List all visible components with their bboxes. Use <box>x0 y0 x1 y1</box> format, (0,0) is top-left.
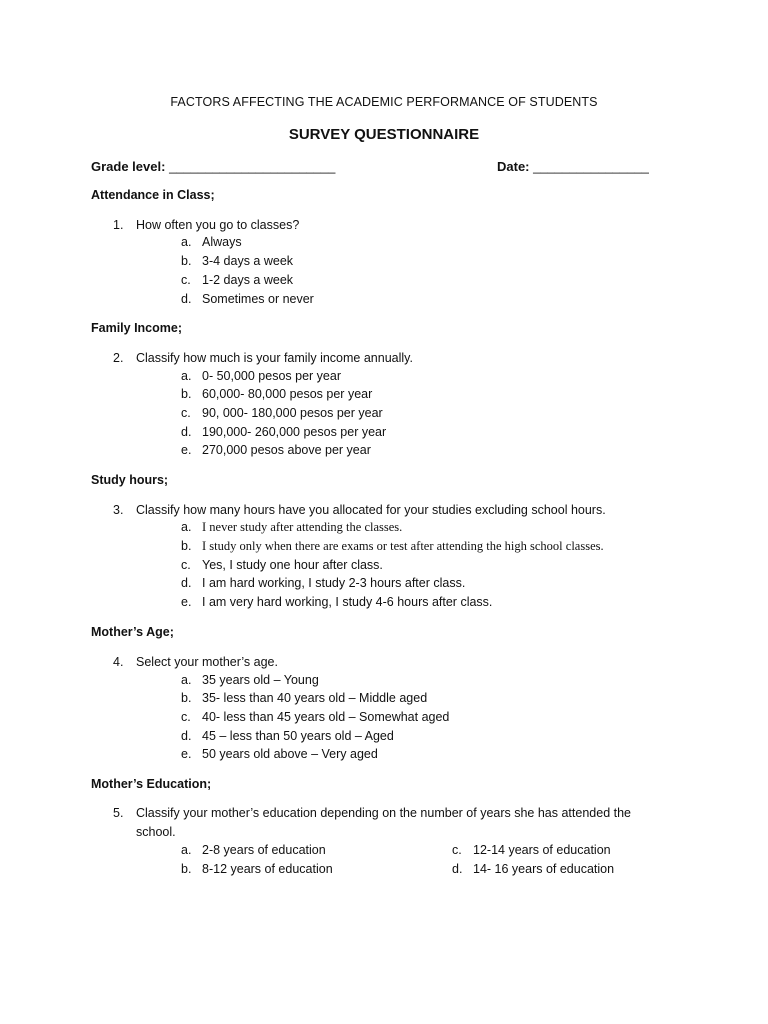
option-letter: b. <box>181 539 192 553</box>
option-text: Sometimes or never <box>202 292 314 306</box>
question-number: 1. <box>113 218 124 232</box>
section-heading-mothers-education: Mother’s Education; <box>91 777 212 791</box>
question-number: 4. <box>113 655 124 669</box>
option-letter: d. <box>181 425 192 439</box>
date-blank: ________________ <box>533 159 649 174</box>
question-text: Classify how many hours have you allocated for your studies excluding school hours. <box>136 503 606 517</box>
question-text: Classify your mother’s education depending on the number of years she has attended the school. <box>136 806 631 839</box>
question-number: 5. <box>113 806 124 820</box>
option-letter: b. <box>181 691 192 705</box>
option-text: Always <box>202 235 242 249</box>
survey-heading: SURVEY QUESTIONNAIRE <box>288 126 480 143</box>
option-text: 35- less than 40 years old – Middle aged <box>202 691 428 705</box>
option-text: 45 – less than 50 years old – Aged <box>202 729 394 743</box>
option-text: I am hard working, I study 2-3 hours after class. <box>202 576 466 590</box>
option-text: 1-2 days a week <box>202 273 294 287</box>
question-5 <box>113 804 643 842</box>
option-text: Yes, I study one hour after class. <box>202 558 383 572</box>
option-text: 270,000 pesos above per year <box>202 443 371 457</box>
option-text: 50 years old above – Very aged <box>202 747 378 761</box>
question-number: 3. <box>113 503 124 517</box>
option-2b <box>181 387 372 401</box>
option-letter: e. <box>181 443 192 457</box>
option-letter: b. <box>181 387 192 401</box>
option-text: 190,000- 260,000 pesos per year <box>202 425 387 439</box>
option-letter: e. <box>181 595 192 609</box>
question-text: Select your mother’s age. <box>136 655 278 669</box>
option-letter: a. <box>181 673 192 687</box>
option-4c <box>181 710 449 724</box>
option-3d <box>181 576 465 590</box>
option-4e <box>181 747 378 761</box>
option-letter: d. <box>452 862 463 876</box>
option-5d <box>452 862 614 876</box>
option-letter: b. <box>181 254 192 268</box>
option-letter: b. <box>181 862 192 876</box>
option-text: 35 years old – Young <box>202 673 319 687</box>
grade-level-field <box>91 159 335 174</box>
option-letter: a. <box>181 235 192 249</box>
option-text: 14- 16 years of education <box>473 862 615 876</box>
option-letter: e. <box>181 747 192 761</box>
option-5c <box>452 843 611 857</box>
option-letter: a. <box>181 843 192 857</box>
option-letter: c. <box>181 273 191 287</box>
question-1 <box>113 216 653 235</box>
option-1b <box>181 254 293 268</box>
date-label: Date: <box>497 159 530 174</box>
grade-level-label: Grade level: <box>91 159 166 174</box>
option-3e <box>181 595 492 609</box>
option-1c <box>181 273 293 287</box>
option-3a <box>181 520 402 535</box>
option-letter: c. <box>181 558 191 572</box>
document-title: FACTORS AFFECTING THE ACADEMIC PERFORMANCE OF STUDENTS <box>170 95 598 109</box>
option-text: 60,000- 80,000 pesos per year <box>202 387 373 401</box>
option-letter: c. <box>181 406 191 420</box>
question-2 <box>113 349 653 368</box>
option-letter: c. <box>181 710 191 724</box>
option-text: I am very hard working, I study 4-6 hours after class. <box>202 595 493 609</box>
option-2d <box>181 425 386 439</box>
option-2a <box>181 369 341 383</box>
option-letter: a. <box>181 369 192 383</box>
option-text: 90, 000- 180,000 pesos per year <box>202 406 383 420</box>
date-field <box>497 159 649 174</box>
option-5a <box>181 843 326 857</box>
section-heading-mothers-age: Mother’s Age; <box>91 625 174 639</box>
option-4a <box>181 673 319 687</box>
option-letter: a. <box>181 520 192 534</box>
option-2e <box>181 443 371 457</box>
option-text: 0- 50,000 pesos per year <box>202 369 341 383</box>
option-5b <box>181 862 333 876</box>
question-text: How often you go to classes? <box>136 218 300 232</box>
question-4 <box>113 653 653 672</box>
option-text: I study only when there are exams or test after attending the high school classes. <box>202 539 604 553</box>
question-number: 2. <box>113 351 124 365</box>
question-text: Classify how much is your family income annually. <box>136 351 413 365</box>
option-text: 3-4 days a week <box>202 254 294 268</box>
option-text: I never study after attending the classes. <box>202 520 403 534</box>
section-heading-study-hours: Study hours; <box>91 473 169 487</box>
question-3 <box>113 501 673 520</box>
option-text: 2-8 years of education <box>202 843 326 857</box>
grade-level-blank: _______________________ <box>169 159 336 174</box>
option-4b <box>181 691 427 705</box>
option-4d <box>181 729 394 743</box>
option-letter: d. <box>181 729 192 743</box>
section-heading-attendance: Attendance in Class; <box>91 188 215 202</box>
option-text: 40- less than 45 years old – Somewhat aged <box>202 710 450 724</box>
option-3b <box>181 539 604 554</box>
option-3c <box>181 558 383 572</box>
option-text: 8-12 years of education <box>202 862 333 876</box>
option-letter: d. <box>181 292 192 306</box>
option-1a <box>181 235 242 249</box>
section-heading-family-income: Family Income; <box>91 321 182 335</box>
option-letter: c. <box>452 843 462 857</box>
option-letter: d. <box>181 576 192 590</box>
option-1d <box>181 292 314 306</box>
option-2c <box>181 406 383 420</box>
option-text: 12-14 years of education <box>473 843 611 857</box>
